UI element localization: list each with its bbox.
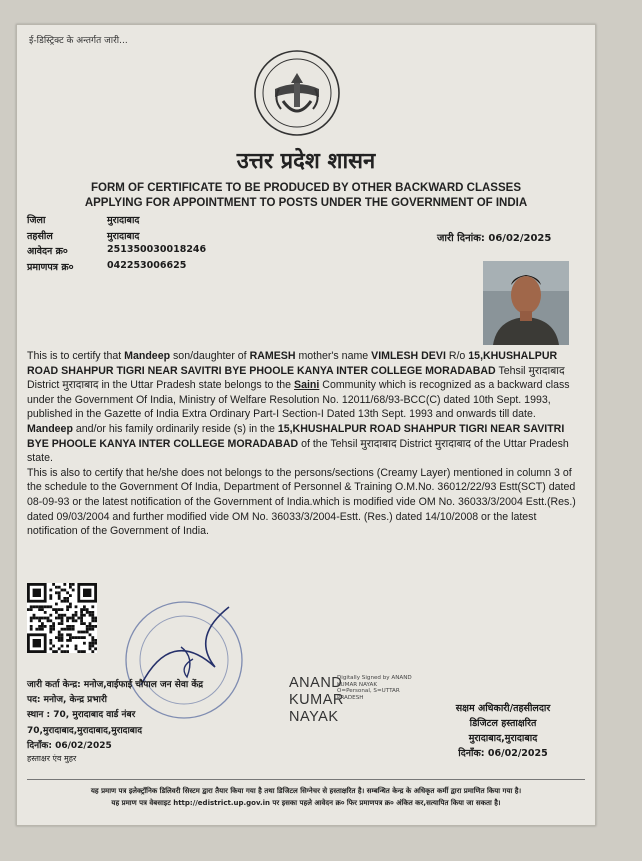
district-value: मुरादाबाद — [107, 215, 140, 226]
applicant-name: Mandeep — [27, 422, 73, 435]
digital-signature-line: O=Personal, S=UTTAR — [337, 688, 400, 695]
footer-line-2: यह प्रमाण पत्र वेबसाइट http://edistrict.up.gov.in पर इसका पहले आवेदन क्र० फिर प्रमाणपत्र क्र० अंकित कर,सत्यापित किया जा सकता है। — [111, 799, 501, 807]
certificate-number-value: 042253006625 — [107, 260, 187, 271]
applicant-name: Mandeep — [124, 350, 171, 362]
application-number-label: आवेदन क्र० — [27, 246, 68, 257]
government-heading: उत्तर प्रदेश शासन — [236, 148, 376, 174]
applicant-photo — [483, 261, 569, 345]
issuer-post: पद: मनोज, केन्द्र प्रभारी — [27, 695, 107, 705]
authority-designation: सक्षम अधिकारी/तहसीलदार — [455, 703, 551, 714]
text: Community which is recognized as a backward class under the Government Of India, Ministry of Welfare Resolution No. 12011/68/93-BCC(C) dated 10th Sept. 1993, published in the Gazette of India Extra Ordinary Part-I Section-I Dated 13th Sept. 1993 and onwards till date. — [27, 379, 570, 421]
issuer-date: दिनाँक: 06/02/2025 — [27, 741, 112, 751]
authority-date: दिनाँक: 06/02/2025 — [458, 748, 548, 759]
mother-name: VIMLESH DEVI — [371, 350, 446, 362]
issuer-place: स्थान : 70, मुरादाबाद वार्ड नंबर — [27, 710, 136, 720]
digital-signature-details — [337, 675, 412, 701]
form-title — [17, 181, 595, 211]
competent-authority — [423, 701, 583, 761]
signer-name-line-2: KUMAR — [289, 692, 344, 708]
digital-signature-line: KUMAR NAYAK — [337, 681, 377, 688]
text: Tehsil मुरादाबाद District मुरादाबाद in the Uttar Pradesh state belongs to the — [27, 364, 565, 392]
authority-location: मुरादाबाद,मुरादाबाद — [468, 733, 538, 744]
father-name: RAMESH — [249, 350, 296, 362]
signer-name-line-1: ANAND — [289, 675, 343, 691]
certificate-paragraph-1 — [27, 349, 579, 422]
certificate-paragraph-2 — [27, 422, 579, 466]
digital-signature-line: PRADESH — [337, 694, 364, 701]
text: R/o — [445, 350, 466, 362]
qr-code — [27, 583, 97, 653]
certificate-number-label: प्रमाणपत्र क्र० — [27, 262, 74, 273]
certificate-page — [16, 24, 596, 826]
signer-name — [289, 675, 344, 726]
footer-line-1: यह प्रमाण पत्र इलेक्ट्रॉनिक डिलिवरी सिस्टम द्वारा तैयार किया गया है तथा डिजिटल सिग्नेचर से हस्ताक्षरित है। सम्बन्धित केन्द्र के अधिकृत कर्मी द्वारा प्रमाणित किया गया है। — [90, 787, 522, 795]
tehsil-label: तहसील — [27, 231, 53, 242]
authority-digitally-signed: डिजिटल हस्ताक्षरित — [469, 718, 537, 729]
certificate-paragraph-3: This is also to certify that he/she does not belongs to the persons/sections (Creamy Layer) mentioned in column 3 of the schedule to the Government Of India, Department of Personnel & Training O.M.No. 36012/22/93 Estt(SCT) dated 08-09-93 or the latest notification of the Government of India.which is modified vide OM No. 36033/3/2004 Estt.(Res.) dated 09/03/2004 and further modified vide OM No. 36033/3/2004-Estt. (Res.) dated 14/10/2008 or the latest notification of the Government of India. — [27, 466, 576, 538]
application-number-value: 251350030018246 — [107, 244, 207, 255]
digital-signature-line: Digitally Signed by ANAND — [337, 675, 412, 681]
form-title-line-1: FORM OF CERTIFICATE TO BE PRODUCED BY OTHER BACKWARD CLASSES — [91, 182, 521, 194]
text: of the Tehsil मुरादाबाद District मुरादाबाद of the Uttar Pradesh state. — [27, 437, 569, 465]
signature-and-seal-label: हस्ताक्षर एंव मुहर — [27, 754, 77, 763]
text: mother's name — [295, 350, 372, 362]
form-title-line-2: APPLYING FOR APPOINTMENT TO POSTS UNDER THE GOVERNMENT OF INDIA — [84, 197, 528, 209]
issue-date: जारी दिनांक: 06/02/2025 — [437, 233, 552, 244]
up-government-emblem-icon — [253, 49, 341, 137]
text: and/or his family ordinarily reside (s) in the — [72, 422, 278, 435]
footer-divider — [27, 779, 585, 780]
text: son/daughter of — [170, 350, 250, 362]
caste-name: Saini — [294, 379, 320, 392]
text: This is to certify that — [27, 350, 125, 362]
residence-address: 15,KHUSHALPUR ROAD SHAHPUR TIGRI NEAR SAVITRI BYE PHOOLE KANYA INTER COLLEGE MORADABAD — [27, 422, 565, 450]
tehsil-value: मुरादाबाद — [107, 231, 140, 242]
certificate-body — [27, 349, 579, 539]
residence-address: 15,KHUSHALPUR ROAD SHAHPUR TIGRI NEAR SAVITRI BYE PHOOLE KANYA INTER COLLEGE MORADABAD — [27, 350, 558, 377]
issuing-centre: जारी कर्ता केन्द्र: मनोज,वाईफाई चौपाल जन सेवा केंद्र — [27, 680, 204, 690]
issuer-place-continued: 70,मुरादाबाद,मुरादाबाद,मुरादाबाद — [27, 726, 143, 736]
signer-name-line-3: NAYAK — [289, 709, 339, 725]
top-note: ई-डिस्ट्रिक्ट के अन्तर्गत जारी... — [29, 36, 128, 46]
footer-note — [17, 785, 595, 809]
office-seal-stamp — [121, 597, 247, 723]
district-label: जिला — [27, 215, 46, 226]
